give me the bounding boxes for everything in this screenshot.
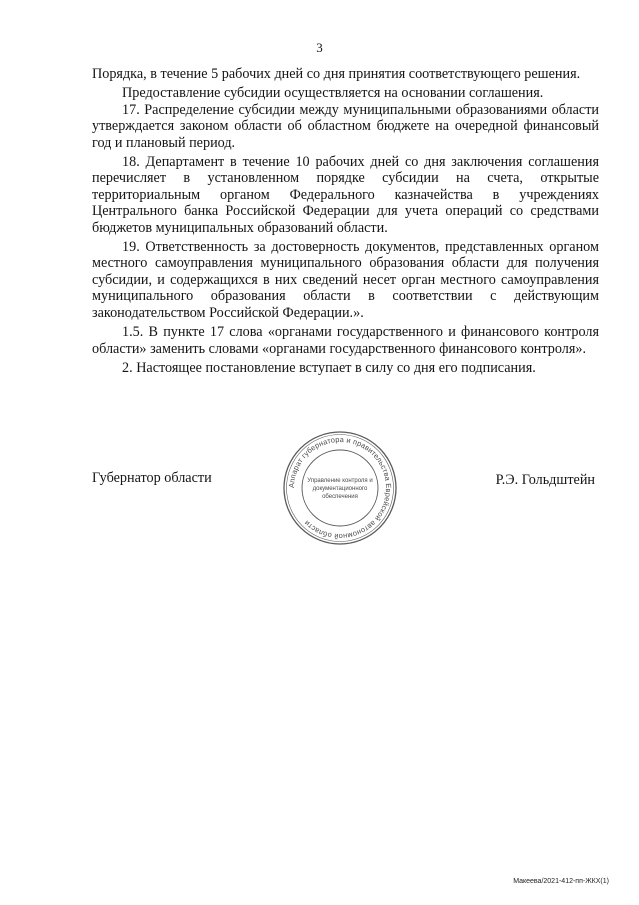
stamp-ring-text: Аппарат губернатора и правительства Еврейской автономной области bbox=[286, 434, 394, 542]
paragraph-17: 17. Распределение субсидии между муниципальными образованиями области утверждается законом области об областном бюджете на очередной финансовый год и плановый период. bbox=[92, 101, 599, 151]
stamp-center-line-3: обеспечения bbox=[322, 494, 358, 500]
document-body bbox=[92, 66, 599, 376]
official-stamp-icon bbox=[282, 430, 398, 546]
paragraph-agreement: Предоставление субсидии осуществляется на основании соглашения. bbox=[122, 85, 544, 102]
signatory-name: Р.Э. Гольдштейн bbox=[495, 472, 595, 488]
paragraph-18: 18. Департамент в течение 10 рабочих дней со дня заключения соглашения перечисляет в установленном порядке субсидии на счета, открытые территориальным органом Федерального казначейства в учреждениях Центрального банка Российской Федерации для учета операций со средствами бюджетов муниципальных образований области. bbox=[92, 154, 599, 236]
paragraph-2: 2. Настоящее постановление вступает в силу со дня его подписания. bbox=[122, 359, 536, 376]
paragraph-1-5: 1.5. В пункте 17 слова «органами государственного и финансового контроля области» заменить словами «органами государственного финансового контроля». bbox=[92, 324, 599, 357]
paragraph-19: 19. Ответственность за достоверность документов, представленных органом местного самоуправления муниципального образования области для получения субсидии, и содержащихся в них сведений несет орган местного самоуправления муниципального образования области в соответствии с действующим законодательством Российской Федерации.». bbox=[92, 239, 599, 321]
signatory-title: Губернатор области bbox=[92, 470, 212, 486]
stamp-center-line-1: Управление контроля и bbox=[307, 478, 373, 484]
document-reference: Макеева/2021-412-пп-ЖКХ(1) bbox=[513, 878, 609, 885]
page-number: 3 bbox=[316, 40, 323, 55]
paragraph-continuation: Порядка, в течение 5 рабочих дней со дня принятия соответствующего решения. bbox=[92, 66, 581, 82]
stamp-center-line-2: документационного bbox=[312, 486, 368, 492]
